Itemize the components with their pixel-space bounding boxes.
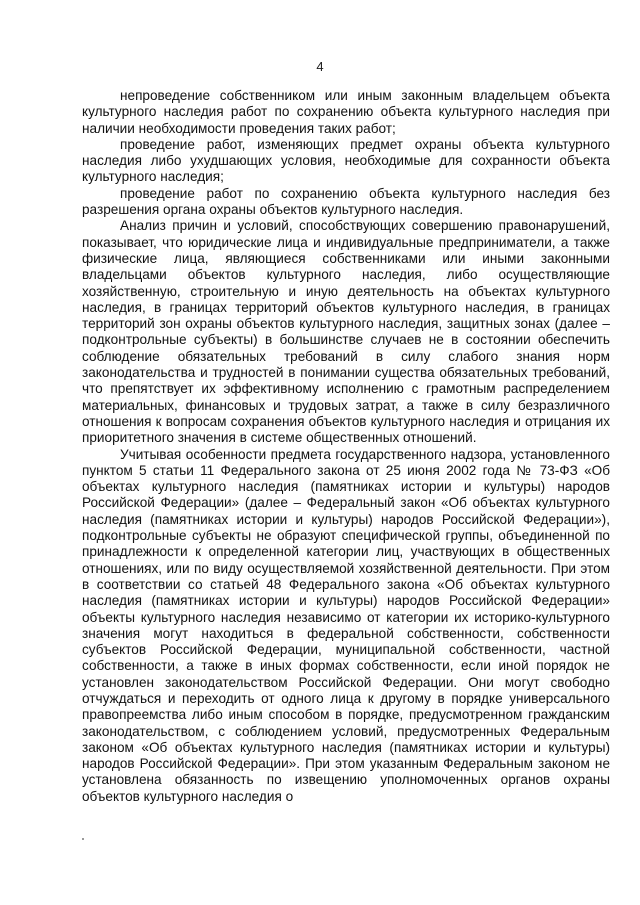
paragraph-supervision-specifics: Учитывая особенности предмета государственного надзора, установленного пунктом 5 статьи 11 Федерального закона от 25 июня 2002 года № 73-ФЗ «Об объектах культурного наследия (памятниках истории и культуры) народов Российской Федерации» (далее – Федеральный закон «Об объектах культурного наследия (памятниках истории и культуры) народов Российской Федерации»), подконтрольные субъекты не образуют специфической группы, объединенной по принадлежности к определенной категории лиц, участвующих в общественных отношениях, или по виду осуществляемой хозяйственной деятельности. При этом в соответствии со статьей 48 Федерального закона «Об объектах культурного наследия (памятниках истории и культуры) народов Российской Федерации» объекты культурного наследия независимо от категории их историко-культурного значения могут находиться в федеральной собственности, собственности субъектов Российской Федерации, муниципальной собственности, частной собственности, а также в иных формах собственности, если иной порядок не установлен законодательством Российской Федерации. Они могут свободно отчуждаться и переходить от одного лица к другому в порядке универсального правопреемства либо иным способом в порядке, предусмотренном гражданским законодательством, с соблюдением условий, предусмотренных Федеральным законом «Об объектах культурного наследия (памятниках истории и культуры) народов Российской Федерации». При этом указанным Федеральным законом не установлена обязанность по извещению уполномоченных органов охраны объектов культурного наследия о	[82, 446, 610, 804]
paragraph-works-without-permit: проведение работ по сохранению объекта культурного наследия без разрешения органа охраны объектов культурного наследия.	[82, 185, 610, 218]
paragraph-analysis-of-causes: Анализ причин и условий, способствующих совершению правонарушений, показывает, что юридические лица и индивидуальные предприниматели, а также физические лица, являющиеся собственниками или иными законными владельцами объектов культурного наследия, либо осуществляющие хозяйственную, строительную и иную деятельность на объектах культурного наследия, в границах территорий объектов культурного наследия, в границах территорий зон охраны объектов культурного наследия, защитных зонах (далее – подконтрольные субъекты) в большинстве случаев не в состоянии обеспечить соблюдение обязательных требований в силу слабого знания норм законодательства и трудностей в понимании существа обязательных требований, что препятствует их эффективному исполнению с грамотным распределением материальных, финансовых и трудовых затрат, а также в силу безразличного отношения к вопросам сохранения объектов культурного наследия и отрицания их приоритетного значения в системе общественных отношений.	[82, 218, 610, 446]
paragraph-non-performance: непроведение собственником или иным законным владельцем объекта культурного наследия работ по сохранению объекта культурного наследия при наличии необходимости проведения таких работ;	[82, 88, 610, 136]
paragraph-works-changing-subject: проведение работ, изменяющих предмет охраны объекта культурного наследия либо ухудшающих условия, необходимые для сохранности объекта культурного наследия;	[82, 136, 610, 185]
scan-dot	[82, 838, 84, 840]
page-number: 4	[316, 59, 324, 74]
document-body	[82, 88, 610, 805]
